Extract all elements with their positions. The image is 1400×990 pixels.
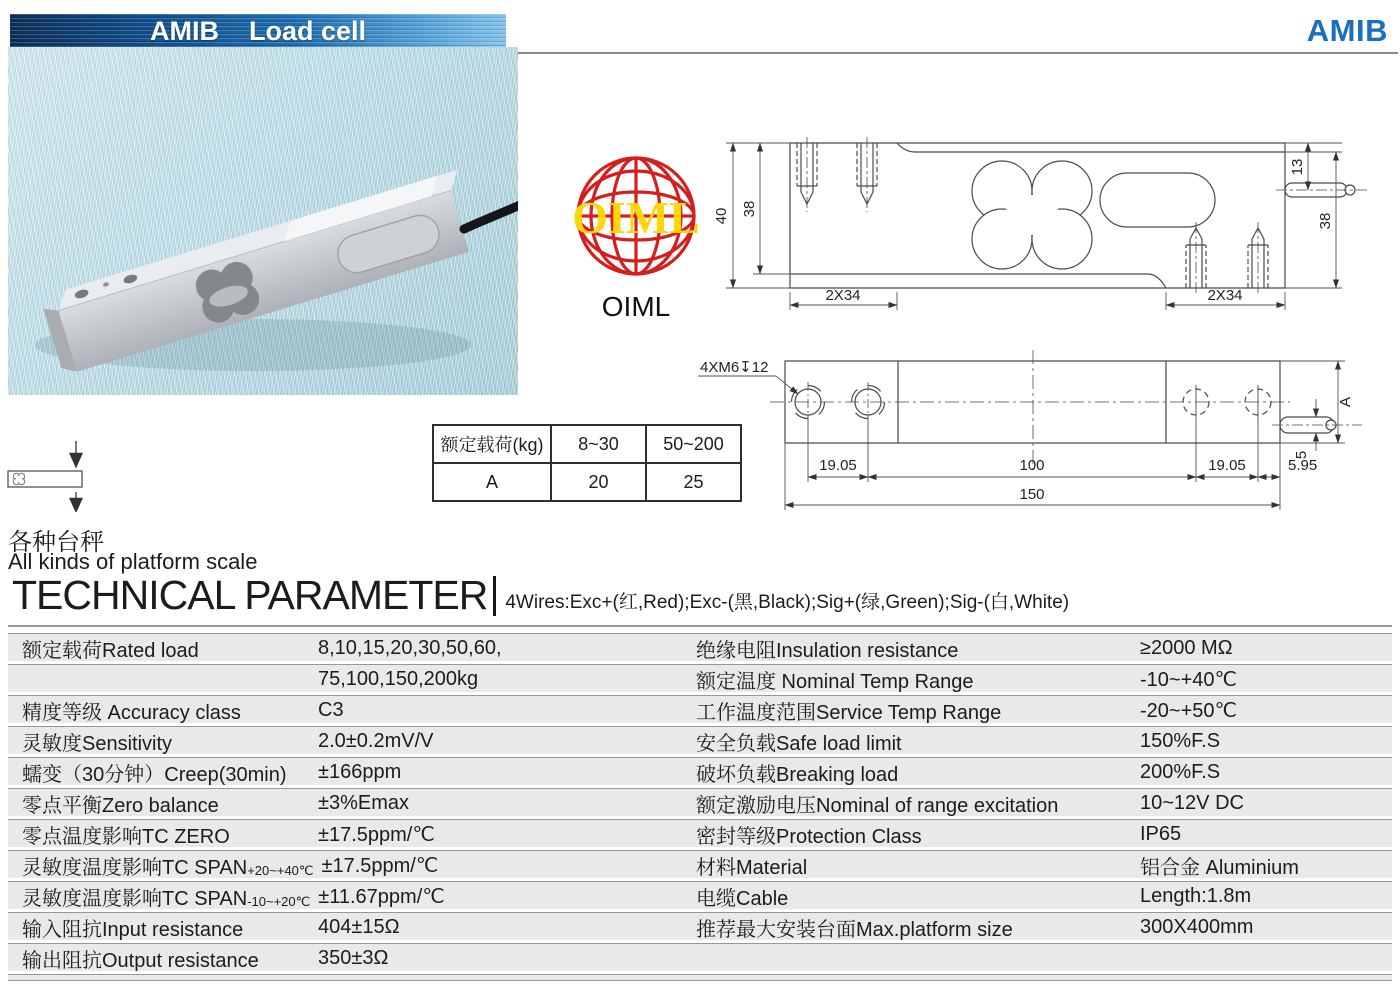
dim-38-left: 38 <box>741 200 758 218</box>
param-value: 200%F.S <box>1140 761 1221 783</box>
param-value: Length:1.8m <box>1140 885 1252 907</box>
cable-photo <box>464 205 518 229</box>
param-value: -10~+40℃ <box>1140 669 1237 691</box>
section-heading <box>12 572 1069 618</box>
param-value: ±3%Emax <box>318 792 410 814</box>
param-label: 精度等级 Accuracy class <box>22 702 241 724</box>
dim-13: 13 <box>1289 158 1306 176</box>
param-value: -20~+50℃ <box>1140 700 1237 722</box>
param-label: 推荐最大安装台面Max.platform size <box>696 919 1013 941</box>
dim-19-05-left: 19.05 <box>819 457 857 474</box>
value-cell: A <box>485 471 498 492</box>
param-row <box>8 943 1392 971</box>
section-title: TECHNICAL PARAMETER <box>12 572 488 618</box>
table-row <box>434 462 740 500</box>
param-value: ±11.67ppm/℃ <box>318 886 445 908</box>
param-row <box>8 912 1392 940</box>
dim-span-left: 2X34 <box>825 287 861 304</box>
param-label: 额定载荷Rated load <box>22 640 199 662</box>
param-row <box>8 819 1392 847</box>
drawing-side-view <box>790 137 1368 294</box>
param-label: 灵敏度温度影响TC SPAN+20~+40℃ <box>22 857 314 879</box>
clover-icon <box>13 473 24 484</box>
param-row <box>8 881 1392 909</box>
thread-note: 4XM6↧12 <box>700 359 769 376</box>
section-rule <box>8 625 1392 627</box>
param-label: 材料Material <box>696 857 808 879</box>
cable-side <box>1276 183 1368 197</box>
dim-5-95: 5.95 <box>1288 457 1318 474</box>
param-label: 输出阻抗Output resistance <box>22 950 259 972</box>
param-value: ±166ppm <box>318 761 402 783</box>
param-value: ±17.5ppm/℃ <box>321 855 439 877</box>
dim-19-05-right: 19.05 <box>1208 457 1246 474</box>
param-label: 输入阻抗Input resistance <box>22 919 244 941</box>
title-divider-bar <box>493 576 496 616</box>
param-value: 8,10,15,20,30,50,60, <box>318 637 502 659</box>
product-banner <box>10 14 506 48</box>
param-label: 零点温度影响TC ZERO <box>22 826 230 848</box>
param-label: 绝缘电阻Insulation resistance <box>696 640 959 662</box>
param-value: 404±15Ω <box>318 916 400 938</box>
param-value: ±17.5ppm/℃ <box>318 824 435 846</box>
banner-product: Load cell <box>248 15 367 46</box>
dim-150: 150 <box>1019 486 1045 503</box>
param-label: 电缆Cable <box>696 888 789 910</box>
load-cell-image <box>8 47 518 395</box>
header-cell: 8~30 <box>550 426 645 462</box>
dim-A: A <box>1337 396 1354 408</box>
param-label: 密封等级Protection Class <box>696 826 922 848</box>
param-value: 10~12V DC <box>1140 792 1244 814</box>
param-row <box>8 757 1392 785</box>
param-row <box>8 664 1392 692</box>
param-value: 350±3Ω <box>318 947 389 969</box>
value-cell: 20 <box>550 464 645 500</box>
drawing-top-view <box>770 350 1362 470</box>
param-value: 150%F.S <box>1140 730 1221 752</box>
param-row <box>8 695 1392 723</box>
header-divider <box>514 52 1398 54</box>
param-label: 破坏负载Breaking load <box>696 764 899 786</box>
param-row <box>8 726 1392 754</box>
header-cell: 50~200 <box>645 426 740 462</box>
dim-38-right: 38 <box>1317 212 1334 230</box>
dim-40: 40 <box>713 207 730 225</box>
param-value: 75,100,150,200kg <box>318 668 479 690</box>
param-value: C3 <box>318 699 344 721</box>
brand-logo: AMIB <box>1306 13 1388 48</box>
param-value: 铝合金 Aluminium <box>1140 857 1299 879</box>
dim-100: 100 <box>1019 457 1045 474</box>
param-value: 300X400mm <box>1140 916 1254 938</box>
param-row <box>8 633 1392 661</box>
param-value: IP65 <box>1140 823 1182 845</box>
param-label: 工作温度范围Service Temp Range <box>696 702 1002 724</box>
table-bottom-band <box>8 974 1392 981</box>
technical-drawings <box>680 130 1400 520</box>
param-label: 灵敏度Sensitivity <box>22 733 173 755</box>
value-cell: 25 <box>645 464 740 500</box>
dim-cable-5: 5 <box>1293 450 1310 460</box>
platform-schematic <box>0 400 260 512</box>
oiml-globe-text: OIML <box>572 192 700 243</box>
param-label: 额定温度 Nominal Temp Range <box>696 671 974 693</box>
product-photo <box>8 47 518 395</box>
parameter-table <box>8 633 1392 981</box>
cable-top <box>1272 417 1362 433</box>
param-value: 2.0±0.2mV/V <box>318 730 434 752</box>
wiring-note: 4Wires:Exc+(红,Red);Exc-(黑,Black);Sig+(绿,Green);Sig-(白,White) <box>505 592 1070 613</box>
header-cell: 额定载荷(kg) <box>440 435 544 455</box>
param-label: 灵敏度温度影响TC SPAN-10~+20℃ <box>22 888 311 910</box>
oiml-caption: OIML <box>601 291 671 322</box>
application-label-zh: 各种台秤 <box>8 529 104 556</box>
param-row <box>8 788 1392 816</box>
application-label-en: All kinds of platform scale <box>8 549 258 574</box>
param-label: 蠕变（30分钟）Creep(30min) <box>22 764 287 786</box>
param-label: 额定激励电压Nominal of range excitation <box>696 795 1059 817</box>
table-row <box>434 426 740 462</box>
banner-brand: AMIB <box>149 15 219 46</box>
param-value: ≥2000 MΩ <box>1140 637 1233 659</box>
a-dimension-table <box>432 424 742 502</box>
param-row <box>8 850 1392 878</box>
dim-span-right: 2X34 <box>1207 287 1243 304</box>
param-label: 安全负载Safe load limit <box>696 733 902 755</box>
param-label: 零点平衡Zero balance <box>22 795 219 817</box>
oval-slot <box>1100 173 1215 227</box>
